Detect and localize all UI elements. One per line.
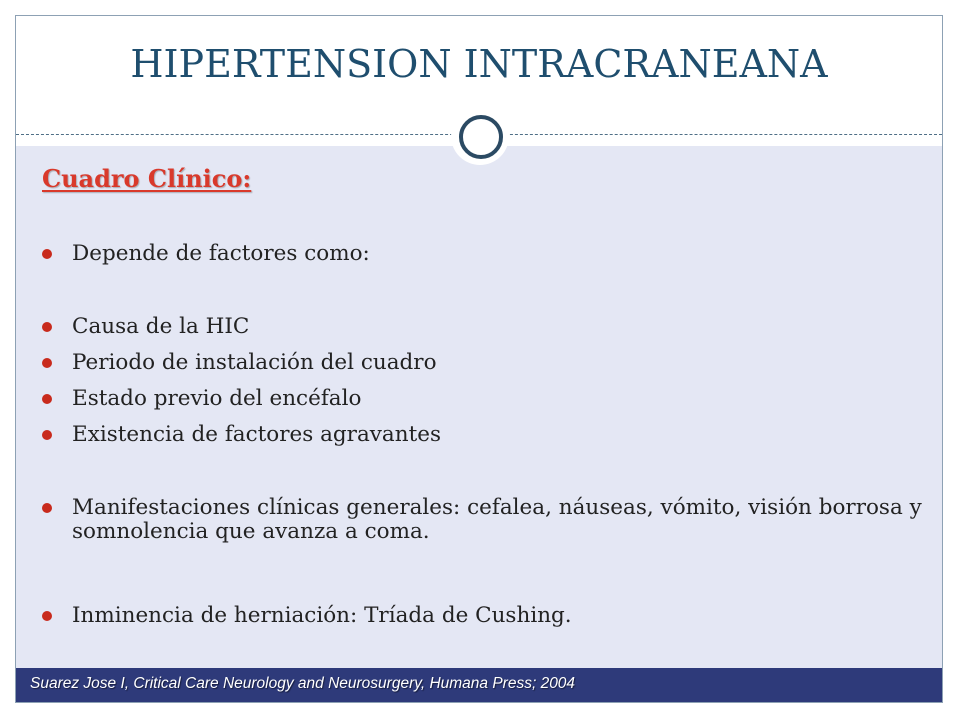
bullet-dot-icon bbox=[42, 358, 52, 368]
section-subtitle: Cuadro Clínico: bbox=[42, 164, 252, 193]
bullet-text: Periodo de instalación del cuadro bbox=[72, 350, 437, 375]
bullet-item bbox=[42, 387, 922, 411]
slide-title: HIPERTENSION INTRACRANEANA bbox=[130, 42, 828, 86]
bullet-item bbox=[42, 315, 922, 339]
bullet-dot-icon bbox=[42, 430, 52, 440]
slide-frame bbox=[15, 15, 943, 703]
bullet-dot-icon bbox=[42, 322, 52, 332]
bullet-dot-icon bbox=[42, 611, 52, 621]
bullet-dot-icon bbox=[42, 394, 52, 404]
bullet-item bbox=[42, 242, 922, 266]
bullet-list bbox=[16, 16, 942, 702]
bullet-item bbox=[42, 423, 922, 447]
citation-text: Suarez Jose I, Critical Care Neurology and Neurosurgery, Humana Press; 2004 bbox=[30, 675, 576, 692]
bullet-item bbox=[42, 496, 922, 544]
bullet-item bbox=[42, 604, 922, 628]
bullet-text: Causa de la HIC bbox=[72, 314, 250, 339]
bullet-text: Inminencia de herniación: Tríada de Cushing. bbox=[72, 603, 572, 628]
citation-footer bbox=[16, 668, 942, 702]
bullet-text: Existencia de factores agravantes bbox=[72, 422, 441, 447]
bullet-dot-icon bbox=[42, 503, 52, 513]
bullet-text: Estado previo del encéfalo bbox=[72, 386, 362, 411]
bullet-item bbox=[42, 351, 922, 375]
bullet-text: Manifestaciones clínicas generales: cefalea, náuseas, vómito, visión borrosa y somnolencia que avanza a coma. bbox=[72, 495, 922, 544]
bullet-dot-icon bbox=[42, 249, 52, 259]
bullet-text: Depende de factores como: bbox=[72, 241, 370, 266]
